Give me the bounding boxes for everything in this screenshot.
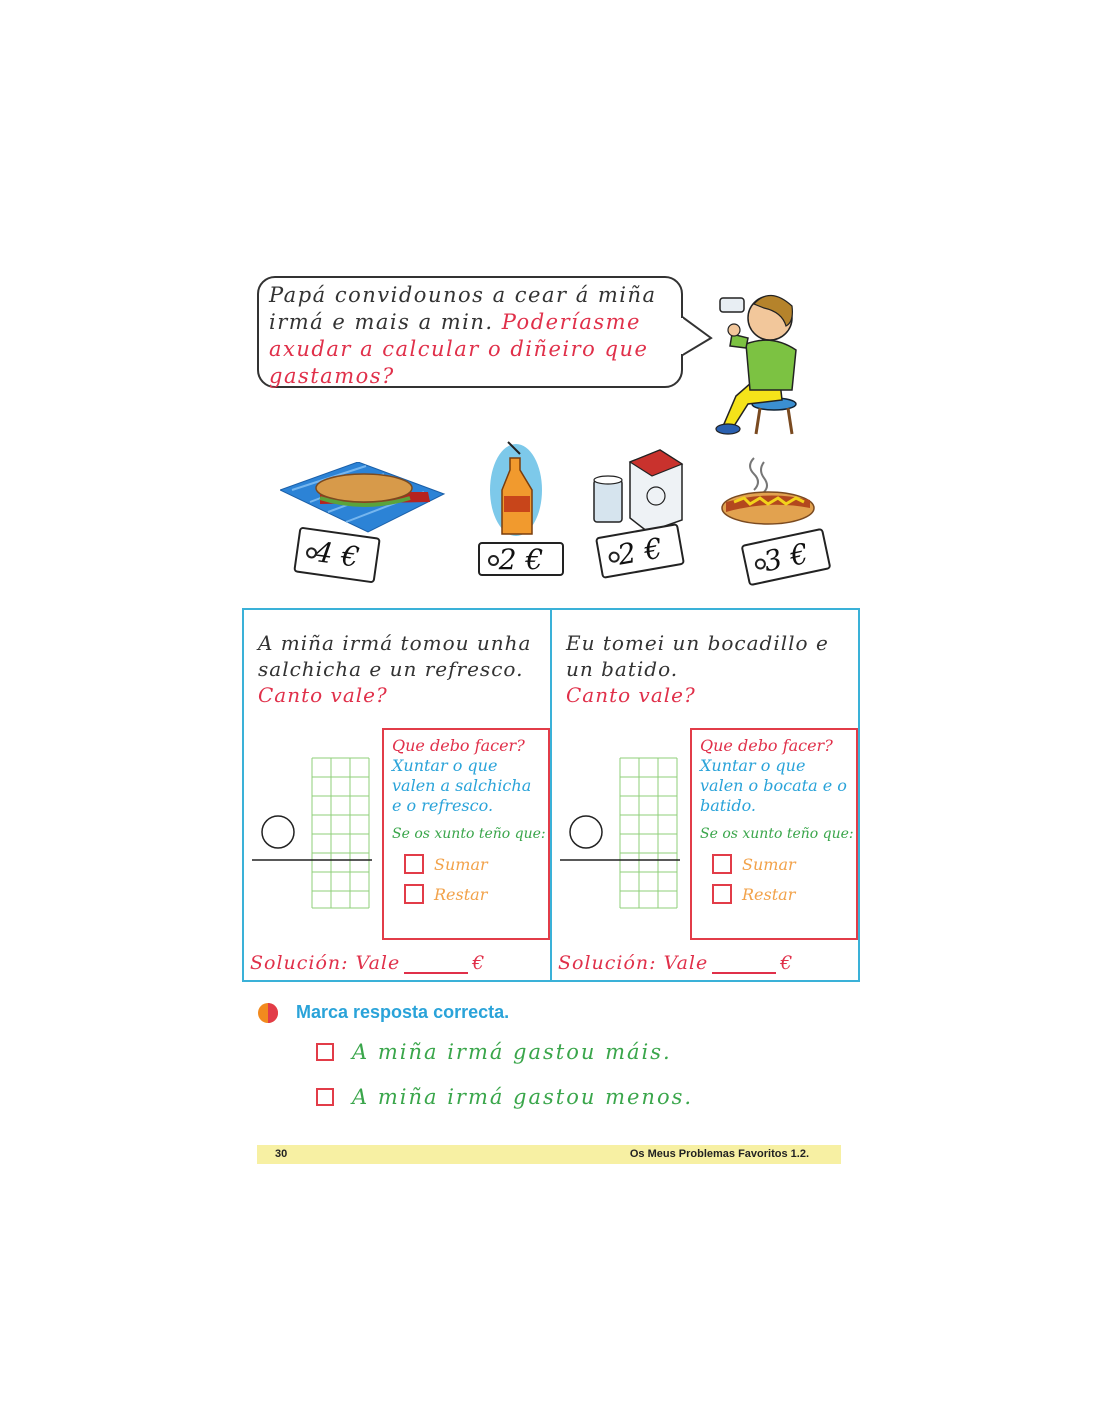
hint-answer-1: Xuntar o que valen a salchicha e o refresco. (392, 756, 532, 815)
bubble-text-intro: Papá convidounos a cear á miña irmá e mais a min. (269, 283, 657, 334)
checkbox-restar-2[interactable] (712, 884, 732, 904)
option-restar-label-2: Restar (742, 884, 796, 904)
bubble-text-question: Poderíasme axudar a calcular o diñeiro que gastamos? (269, 310, 649, 388)
price-batido: 2 € (615, 531, 665, 572)
answer-checkbox-2[interactable] (316, 1088, 334, 1106)
hint-question-2: Que debo facer? (700, 736, 833, 755)
price-tag-bocadillo (293, 527, 381, 584)
price-tag-refresco (478, 542, 564, 576)
checkbox-sumar-1[interactable] (404, 854, 424, 874)
solution-prefix-1: Solución: Vale (250, 952, 401, 974)
problem-text-2 (566, 630, 850, 708)
price-salchicha: 3 € (760, 536, 812, 579)
hint-join-2: Se os xunto teño que: (700, 826, 854, 842)
problem-question-2: Canto vale? (566, 683, 696, 707)
option-sumar-1[interactable] (392, 854, 540, 874)
problem-text-1 (258, 630, 542, 708)
option-restar-2[interactable] (700, 884, 848, 904)
solution-unit-2: € (780, 952, 794, 974)
solution-prefix-2: Solución: Vale (558, 952, 709, 974)
calc-grid-2 (560, 756, 684, 914)
solution-line-1 (250, 952, 485, 974)
option-sumar-label-1: Sumar (434, 854, 488, 874)
answer-checkbox-1[interactable] (316, 1043, 334, 1061)
answer-option-label-1: A miña irmá gastou máis. (352, 1040, 672, 1064)
milkshake-illustration (590, 448, 686, 534)
answer-instruction: Marca resposta correcta. (296, 1002, 510, 1022)
option-sumar-label-2: Sumar (742, 854, 796, 874)
speech-bubble (257, 276, 683, 388)
page-footer (257, 1145, 841, 1164)
hint-answer-2: Xuntar o que valen o bocata e o batido. (700, 756, 847, 815)
answer-option-label-2: A miña irmá gastou menos. (352, 1085, 694, 1109)
page-number: 30 (275, 1148, 288, 1160)
hotdog-illustration (720, 456, 816, 532)
hint-join-1: Se os xunto teño que: (392, 826, 546, 842)
bullet-icon (257, 1002, 279, 1024)
hint-box-1 (382, 728, 550, 940)
hint-question-1: Que debo facer? (392, 736, 525, 755)
problem-panel-2 (550, 608, 860, 982)
solution-blank-1[interactable] (404, 954, 468, 974)
sandwich-illustration (280, 462, 446, 534)
answer-option-2[interactable] (316, 1085, 693, 1109)
price-refresco: 2 € (498, 543, 544, 576)
checkbox-sumar-2[interactable] (712, 854, 732, 874)
book-title: Os Meus Problemas Favoritos 1.2. (629, 1148, 809, 1160)
calc-grid-1 (252, 756, 376, 914)
solution-blank-2[interactable] (712, 954, 776, 974)
problem-statement-2: Eu tomei un bocadillo e un batido. (566, 631, 829, 681)
bubble-text (269, 282, 671, 390)
price-bocadillo: 4 € (312, 535, 362, 574)
operator-circle-1[interactable] (262, 816, 294, 848)
problem-statement-1: A miña irmá tomou unha salchicha e un refresco. (258, 631, 532, 681)
option-restar-1[interactable] (392, 884, 540, 904)
answer-option-1[interactable] (316, 1040, 672, 1064)
checkbox-restar-1[interactable] (404, 884, 424, 904)
hint-box-2 (690, 728, 858, 940)
boy-drinking-illustration (712, 286, 812, 438)
soda-bottle-illustration (480, 440, 552, 540)
problem-panel-1 (242, 608, 552, 982)
price-tag-salchicha (741, 528, 832, 587)
operator-circle-2[interactable] (570, 816, 602, 848)
solution-line-2 (558, 952, 793, 974)
option-sumar-2[interactable] (700, 854, 848, 874)
bubble-tail (681, 316, 713, 360)
problem-question-1: Canto vale? (258, 683, 388, 707)
option-restar-label-1: Restar (434, 884, 488, 904)
solution-unit-1: € (472, 952, 486, 974)
